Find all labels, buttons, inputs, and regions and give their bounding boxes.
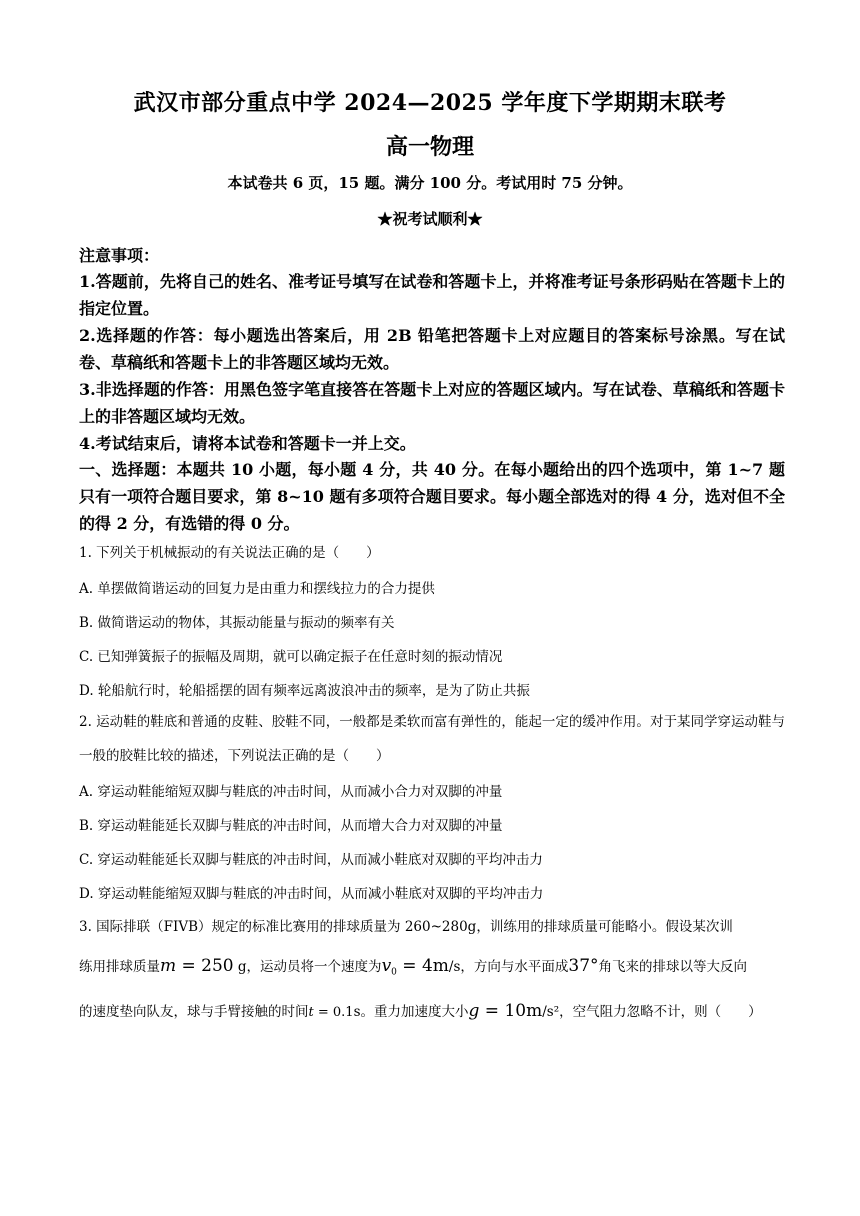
question-1-stem: 1. 下列关于机械振动的有关说法正确的是（ ）	[79, 545, 380, 561]
velocity-subscript: 0	[391, 967, 397, 978]
notice-item-4: 4.考试结束后，请将本试卷和答题卡一并上交。	[79, 434, 416, 453]
question-2-option-b: B. 穿运动鞋能延长双脚与鞋底的冲击时间，从而增大合力对双脚的冲量	[79, 818, 503, 834]
question-2-option-a: A. 穿运动鞋能缩短双脚与鞋底的冲击时间，从而减小合力对双脚的冲量	[79, 784, 503, 800]
mass-value: = 250	[176, 956, 234, 976]
question-1-option-a: A. 单摆做简谐运动的回复力是由重力和摆线拉力的合力提供	[79, 581, 435, 597]
question-3-text-4: s。重力加速度大小	[353, 1004, 469, 1020]
question-3-line-2	[79, 955, 747, 978]
time-value: = 0.1	[313, 1005, 354, 1020]
velocity-unit-text: /s，方向与水平面成	[448, 959, 569, 975]
question-3-line-3	[79, 1000, 762, 1021]
question-1-option-b: B. 做简谐运动的物体，其振动能量与振动的频率有关	[79, 615, 395, 631]
exam-subject: 高一物理	[385, 134, 474, 160]
section-1-instructions: 一、选择题：本题共 10 小题，每小题 4 分，共 40 分。在每小题给出的四个选项中，第 1~7 题只有一项符合题目要求，第 8~10 题有多项符合题目要求。每小题全部选对的得 4 分，选对但不全的得 2 分，有选错的得 0 分。	[79, 460, 785, 533]
notice-item-2: 2.选择题的作答：每小题选出答案后，用 2B 铅笔把答题卡上对应题目的答案标号涂黑。写在试卷、草稿纸和答题卡上的非答题区域均无效。	[79, 326, 785, 372]
question-3-text: 练用排球质量	[79, 959, 160, 975]
question-3-text-5: /s²，空气阻力忽略不计，则（ ）	[542, 1004, 762, 1020]
question-3-text-3: 的速度垫向队友，球与手臂接触的时间	[79, 1004, 309, 1020]
mass-unit-text: g，运动员将一个速度为	[233, 959, 382, 975]
question-2-stem: 2. 运动鞋的鞋底和普通的皮鞋、胶鞋不同，一般都是柔软而富有弹性的，能起一定的缓冲作用。对于某同学穿运动鞋与一般的胶鞋比较的描述，下列说法正确的是（ ）	[79, 714, 785, 764]
gravity-symbol: g	[468, 1001, 480, 1021]
notice-item-1: 1.答题前，先将自己的姓名、准考证号填写在试卷和答题卡上，并将准考证号条形码贴在答题卡上的指定位置。	[79, 272, 785, 318]
notice-item-3: 3.非选择题的作答：用黑色签字笔直接答在答题卡上对应的答题区域内。写在试卷、草稿纸和答题卡上的非答题区域均无效。	[79, 380, 785, 426]
question-2-option-d: D. 穿运动鞋能缩短双脚与鞋底的冲击时间，从而减小鞋底对双脚的平均冲击力	[79, 886, 544, 902]
question-1-option-c: C. 已知弹簧振子的振幅及周期，就可以确定振子在任意时刻的振动情况	[79, 649, 503, 665]
exam-wish: ★祝考试顺利★	[377, 210, 483, 228]
angle-value: 37°	[568, 956, 599, 976]
exam-title: 武汉市部分重点中学 2024—2025 学年度下学期期末联考	[133, 90, 727, 116]
time-symbol: t	[308, 1005, 314, 1020]
velocity-value: = 4m	[396, 956, 449, 976]
question-3-line-1: 3. 国际排联（FIVB）规定的标准比赛用的排球质量为 260~280g，训练用的排球质量可能略小。假设某次训	[79, 919, 733, 935]
question-1-option-d: D. 轮船航行时，轮船摇摆的固有频率远离波浪冲击的频率，是为了防止共振	[79, 683, 530, 699]
gravity-value: = 10m	[479, 1001, 543, 1021]
notice-heading: 注意事项：	[79, 246, 160, 265]
mass-symbol: m	[160, 956, 177, 976]
exam-info: 本试卷共 6 页，15 题。满分 100 分。考试用时 75 分钟。	[227, 174, 633, 192]
question-3-text-2: 角飞来的排球以等大反向	[598, 959, 748, 975]
question-2-option-c: C. 穿运动鞋能延长双脚与鞋底的冲击时间，从而减小鞋底对双脚的平均冲击力	[79, 852, 543, 868]
velocity-symbol: v	[381, 956, 392, 976]
